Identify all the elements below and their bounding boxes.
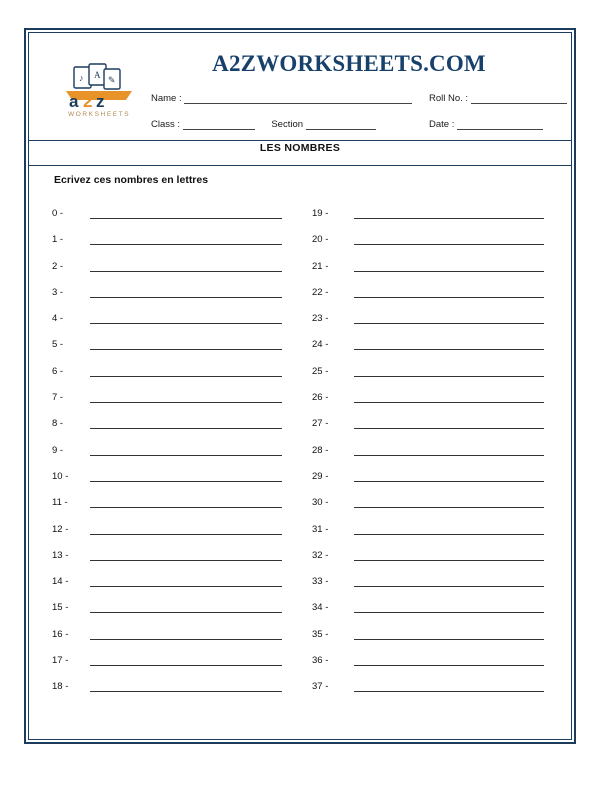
answer-row-number: 37 - [312, 681, 329, 693]
site-title: A2ZWORKSHEETS.COM [212, 51, 486, 76]
answer-row [312, 412, 552, 438]
answer-row-number: 7 - [52, 392, 64, 404]
answer-row-line[interactable] [90, 376, 282, 377]
answer-row-line[interactable] [354, 665, 544, 666]
answer-row-line[interactable] [354, 323, 544, 324]
answer-row-line[interactable] [354, 560, 544, 561]
answer-row [52, 202, 292, 228]
field-name-label: Name : [151, 93, 182, 104]
answer-row [52, 307, 292, 333]
field-date [429, 119, 543, 130]
answer-row-number: 26 - [312, 392, 329, 404]
answer-row [52, 649, 292, 675]
answer-row [312, 255, 552, 281]
answer-row [312, 544, 552, 570]
answer-row-line[interactable] [90, 402, 282, 403]
answer-row [312, 623, 552, 649]
answer-row-line[interactable] [354, 534, 544, 535]
answer-row-number: 22 - [312, 286, 329, 298]
answer-row-number: 34 - [312, 602, 329, 614]
field-class [151, 119, 376, 130]
answer-row-line[interactable] [90, 455, 282, 456]
answer-row-line[interactable] [90, 349, 282, 350]
answer-row-line[interactable] [354, 507, 544, 508]
a2z-logo [56, 61, 144, 121]
answer-row [312, 465, 552, 491]
field-name-input[interactable] [184, 93, 412, 104]
answer-row-number: 10 - [52, 470, 69, 482]
answer-row [312, 675, 552, 701]
answer-row-number: 35 - [312, 628, 329, 640]
answer-row-line[interactable] [90, 323, 282, 324]
answer-row-line[interactable] [90, 560, 282, 561]
answer-row [312, 228, 552, 254]
answer-row [312, 360, 552, 386]
answer-row [312, 649, 552, 675]
answer-row-line[interactable] [354, 376, 544, 377]
answer-row [312, 202, 552, 228]
answer-row-number: 6 - [52, 365, 64, 377]
answer-row [52, 439, 292, 465]
field-name [151, 93, 412, 104]
answer-row-number: 16 - [52, 628, 69, 640]
answer-row-line[interactable] [90, 297, 282, 298]
answer-row-number: 29 - [312, 470, 329, 482]
answer-row-number: 36 - [312, 655, 329, 667]
answer-row-line[interactable] [90, 481, 282, 482]
answer-row [52, 281, 292, 307]
answer-row [312, 491, 552, 517]
answer-row [312, 281, 552, 307]
answer-row-line[interactable] [90, 428, 282, 429]
answer-row-number: 1 - [52, 234, 64, 246]
svg-text:z: z [96, 92, 105, 111]
answer-row [312, 333, 552, 359]
answer-row-number: 13 - [52, 549, 69, 561]
answer-row-line[interactable] [354, 297, 544, 298]
answer-row-line[interactable] [90, 244, 282, 245]
svg-text:2: 2 [83, 92, 93, 111]
answer-row-number: 3 - [52, 286, 64, 298]
answer-row-number: 8 - [52, 418, 64, 430]
answer-row-line[interactable] [354, 612, 544, 613]
svg-text:a: a [69, 92, 79, 111]
answer-row-line[interactable] [354, 402, 544, 403]
answer-row-number: 9 - [52, 444, 64, 456]
answer-row-number: 31 - [312, 523, 329, 535]
answer-row-line[interactable] [90, 271, 282, 272]
field-roll-no-label: Roll No. : [429, 93, 469, 104]
answer-row-number: 12 - [52, 523, 69, 535]
answer-row [312, 518, 552, 544]
field-section-input[interactable] [306, 119, 376, 130]
answer-row-number: 32 - [312, 549, 329, 561]
answer-row-number: 23 - [312, 313, 329, 325]
answers-column-left [52, 202, 292, 702]
answer-row-line[interactable] [90, 586, 282, 587]
answer-row-line[interactable] [90, 691, 282, 692]
field-date-input[interactable] [457, 119, 543, 130]
answer-row [52, 623, 292, 649]
worksheet-title: LES NOMBRES [259, 142, 341, 154]
field-section-label: Section [271, 119, 304, 130]
answer-row-number: 0 - [52, 208, 64, 219]
answer-row-line[interactable] [354, 691, 544, 692]
answer-row-number: 11 - [52, 497, 68, 509]
answer-row [52, 518, 292, 544]
answer-row-line[interactable] [354, 455, 544, 456]
svg-text:♪: ♪ [79, 73, 84, 83]
worksheet-header [29, 33, 571, 141]
answer-row [312, 439, 552, 465]
answer-row-line[interactable] [354, 481, 544, 482]
svg-text:✎: ✎ [108, 75, 116, 85]
answer-row-line[interactable] [354, 218, 544, 219]
answer-row-number: 21 - [312, 260, 329, 272]
answer-row-line[interactable] [354, 271, 544, 272]
answer-row-line[interactable] [354, 586, 544, 587]
answer-row [52, 675, 292, 701]
worksheet-instruction: Ecrivez ces nombres en lettres [54, 174, 209, 186]
answer-row-line[interactable] [90, 639, 282, 640]
answer-row-number: 18 - [52, 681, 69, 693]
field-roll-no [429, 93, 567, 104]
answer-row [52, 544, 292, 570]
answer-row-number: 15 - [52, 602, 69, 614]
answer-row-line[interactable] [90, 507, 282, 508]
answer-row [52, 491, 292, 517]
answer-row-number: 20 - [312, 234, 329, 246]
answer-row-number: 27 - [312, 418, 329, 430]
answer-row [52, 570, 292, 596]
answer-row-number: 4 - [52, 313, 64, 325]
answer-row-line[interactable] [354, 428, 544, 429]
field-class-label: Class : [151, 119, 181, 130]
answer-row-number: 25 - [312, 365, 329, 377]
answer-row [312, 596, 552, 622]
answer-row-line[interactable] [90, 665, 282, 666]
answer-row [52, 255, 292, 281]
field-date-label: Date : [429, 119, 455, 130]
answer-row-number: 19 - [312, 208, 329, 219]
answer-row [52, 386, 292, 412]
answer-row [52, 333, 292, 359]
field-class-input[interactable] [183, 119, 255, 130]
answer-row-line[interactable] [90, 218, 282, 219]
answer-row-number: 17 - [52, 655, 69, 667]
answer-row-number: 33 - [312, 576, 329, 588]
answer-row [52, 465, 292, 491]
answer-row [52, 412, 292, 438]
answer-row-number: 2 - [52, 260, 64, 272]
answer-row-line[interactable] [354, 244, 544, 245]
svg-text:WORKSHEETS: WORKSHEETS [68, 111, 131, 118]
svg-text:A: A [94, 70, 101, 80]
answer-row [312, 386, 552, 412]
answer-row [52, 228, 292, 254]
answer-row-line[interactable] [354, 349, 544, 350]
answer-row-number: 5 - [52, 339, 64, 351]
answers-column-right [312, 202, 552, 702]
answer-row-number: 28 - [312, 444, 329, 456]
answer-row-number: 30 - [312, 497, 329, 509]
answer-row [52, 596, 292, 622]
answer-row [52, 360, 292, 386]
field-roll-no-input[interactable] [471, 93, 567, 104]
answer-row-line[interactable] [354, 639, 544, 640]
answer-row [312, 570, 552, 596]
title-divider [29, 165, 571, 166]
answer-row-line[interactable] [90, 612, 282, 613]
answer-row-number: 24 - [312, 339, 329, 351]
answer-row [312, 307, 552, 333]
answer-row-number: 14 - [52, 576, 69, 588]
answer-row-line[interactable] [90, 534, 282, 535]
